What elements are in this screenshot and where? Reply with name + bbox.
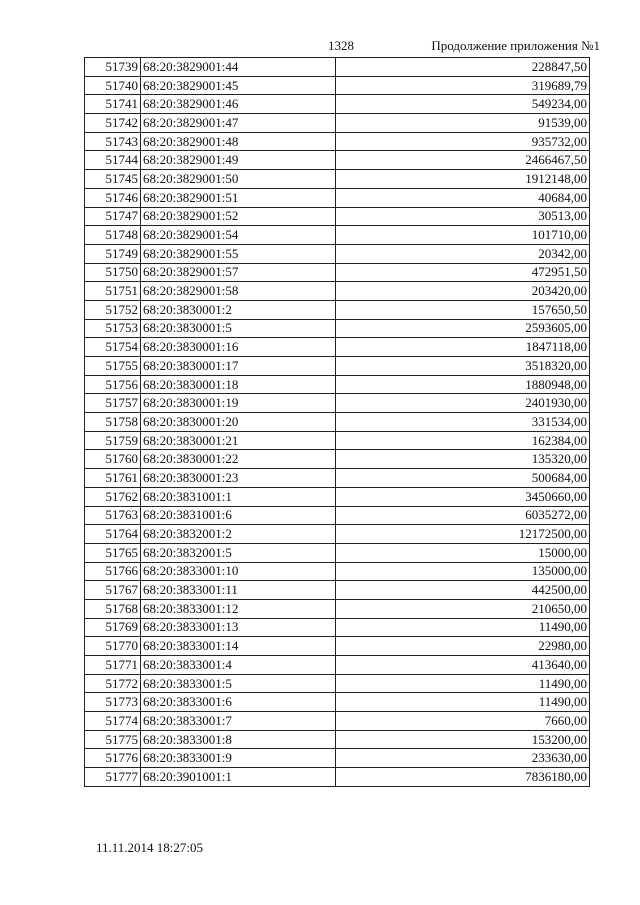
value-cell: 91539,00 [336, 114, 590, 133]
table-row [85, 319, 590, 338]
table-row [85, 338, 590, 357]
cadastral-number-cell: 68:20:3830001:17 [141, 357, 336, 376]
page-title: Продолжение приложения №1 [431, 38, 600, 53]
table-row [85, 768, 590, 787]
table-row [85, 132, 590, 151]
table-row [85, 450, 590, 469]
row-number-cell: 51751 [85, 282, 141, 301]
cadastral-number-cell: 68:20:3830001:16 [141, 338, 336, 357]
row-number-cell: 51744 [85, 151, 141, 170]
row-number-cell: 51762 [85, 487, 141, 506]
value-cell: 331534,00 [336, 413, 590, 432]
cadastral-number-cell: 68:20:3833001:6 [141, 693, 336, 712]
table-row [85, 300, 590, 319]
value-cell: 11490,00 [336, 693, 590, 712]
row-number-cell: 51773 [85, 693, 141, 712]
table-row [85, 76, 590, 95]
table-row [85, 693, 590, 712]
cadastral-number-cell: 68:20:3830001:21 [141, 431, 336, 450]
cadastral-number-cell: 68:20:3901001:1 [141, 768, 336, 787]
row-number-cell: 51740 [85, 76, 141, 95]
table-row [85, 506, 590, 525]
row-number-cell: 51764 [85, 525, 141, 544]
table-row [85, 207, 590, 226]
table-row [85, 581, 590, 600]
row-number-cell: 51743 [85, 132, 141, 151]
table-row [85, 656, 590, 675]
cadastral-number-cell: 68:20:3833001:13 [141, 618, 336, 637]
cadastral-number-cell: 68:20:3832001:2 [141, 525, 336, 544]
row-number-cell: 51741 [85, 95, 141, 114]
row-number-cell: 51742 [85, 114, 141, 133]
value-cell: 2401930,00 [336, 394, 590, 413]
value-cell: 500684,00 [336, 469, 590, 488]
value-cell: 203420,00 [336, 282, 590, 301]
row-number-cell: 51756 [85, 375, 141, 394]
cadastral-number-cell: 68:20:3830001:22 [141, 450, 336, 469]
cadastral-number-cell: 68:20:3833001:5 [141, 674, 336, 693]
page-number: 1328 [328, 38, 354, 53]
value-cell: 22980,00 [336, 637, 590, 656]
row-number-cell: 51776 [85, 749, 141, 768]
table-row [85, 749, 590, 768]
row-number-cell: 51759 [85, 431, 141, 450]
table-row [85, 394, 590, 413]
cadastral-number-cell: 68:20:3829001:50 [141, 170, 336, 189]
cadastral-number-cell: 68:20:3830001:23 [141, 469, 336, 488]
value-cell: 7660,00 [336, 712, 590, 731]
row-number-cell: 51760 [85, 450, 141, 469]
table-row [85, 95, 590, 114]
table-row [85, 244, 590, 263]
table-row [85, 263, 590, 282]
value-cell: 1847118,00 [336, 338, 590, 357]
value-cell: 20342,00 [336, 244, 590, 263]
table-row [85, 226, 590, 245]
row-number-cell: 51765 [85, 543, 141, 562]
value-cell: 12172500,00 [336, 525, 590, 544]
table-row [85, 618, 590, 637]
row-number-cell: 51763 [85, 506, 141, 525]
row-number-cell: 51753 [85, 319, 141, 338]
registry-table [84, 57, 590, 787]
value-cell: 162384,00 [336, 431, 590, 450]
value-cell: 40684,00 [336, 188, 590, 207]
cadastral-number-cell: 68:20:3830001:18 [141, 375, 336, 394]
row-number-cell: 51758 [85, 413, 141, 432]
cadastral-number-cell: 68:20:3829001:45 [141, 76, 336, 95]
table-row [85, 413, 590, 432]
value-cell: 1880948,00 [336, 375, 590, 394]
table-row [85, 151, 590, 170]
table-row [85, 114, 590, 133]
cadastral-number-cell: 68:20:3833001:10 [141, 562, 336, 581]
value-cell: 157650,50 [336, 300, 590, 319]
table-row [85, 599, 590, 618]
value-cell: 935732,00 [336, 132, 590, 151]
cadastral-number-cell: 68:20:3830001:20 [141, 413, 336, 432]
value-cell: 210650,00 [336, 599, 590, 618]
table-row [85, 188, 590, 207]
table-row [85, 431, 590, 450]
table-row [85, 357, 590, 376]
value-cell: 472951,50 [336, 263, 590, 282]
value-cell: 153200,00 [336, 730, 590, 749]
value-cell: 7836180,00 [336, 768, 590, 787]
registry-table-body [85, 58, 590, 787]
row-number-cell: 51761 [85, 469, 141, 488]
value-cell: 413640,00 [336, 656, 590, 675]
cadastral-number-cell: 68:20:3829001:48 [141, 132, 336, 151]
table-row [85, 525, 590, 544]
table-row [85, 730, 590, 749]
cadastral-number-cell: 68:20:3830001:5 [141, 319, 336, 338]
cadastral-number-cell: 68:20:3831001:1 [141, 487, 336, 506]
cadastral-number-cell: 68:20:3829001:55 [141, 244, 336, 263]
cadastral-number-cell: 68:20:3833001:14 [141, 637, 336, 656]
row-number-cell: 51752 [85, 300, 141, 319]
row-number-cell: 51757 [85, 394, 141, 413]
table-row [85, 637, 590, 656]
cadastral-number-cell: 68:20:3833001:9 [141, 749, 336, 768]
row-number-cell: 51746 [85, 188, 141, 207]
row-number-cell: 51774 [85, 712, 141, 731]
value-cell: 30513,00 [336, 207, 590, 226]
row-number-cell: 51745 [85, 170, 141, 189]
value-cell: 15000,00 [336, 543, 590, 562]
footer-timestamp: 11.11.2014 18:27:05 [96, 840, 204, 855]
row-number-cell: 51739 [85, 58, 141, 77]
row-number-cell: 51755 [85, 357, 141, 376]
table-row [85, 562, 590, 581]
table-row [85, 674, 590, 693]
cadastral-number-cell: 68:20:3829001:51 [141, 188, 336, 207]
cadastral-number-cell: 68:20:3831001:6 [141, 506, 336, 525]
cadastral-number-cell: 68:20:3833001:12 [141, 599, 336, 618]
table-row [85, 375, 590, 394]
cadastral-number-cell: 68:20:3830001:2 [141, 300, 336, 319]
cadastral-number-cell: 68:20:3829001:54 [141, 226, 336, 245]
cadastral-number-cell: 68:20:3833001:7 [141, 712, 336, 731]
table-row [85, 712, 590, 731]
cadastral-number-cell: 68:20:3829001:57 [141, 263, 336, 282]
value-cell: 6035272,00 [336, 506, 590, 525]
row-number-cell: 51750 [85, 263, 141, 282]
table-row [85, 487, 590, 506]
value-cell: 11490,00 [336, 618, 590, 637]
value-cell: 3450660,00 [336, 487, 590, 506]
value-cell: 2466467,50 [336, 151, 590, 170]
value-cell: 228847,50 [336, 58, 590, 77]
row-number-cell: 51769 [85, 618, 141, 637]
cadastral-number-cell: 68:20:3829001:52 [141, 207, 336, 226]
row-number-cell: 51749 [85, 244, 141, 263]
row-number-cell: 51754 [85, 338, 141, 357]
cadastral-number-cell: 68:20:3829001:44 [141, 58, 336, 77]
value-cell: 101710,00 [336, 226, 590, 245]
row-number-cell: 51767 [85, 581, 141, 600]
value-cell: 11490,00 [336, 674, 590, 693]
row-number-cell: 51747 [85, 207, 141, 226]
value-cell: 319689,79 [336, 76, 590, 95]
row-number-cell: 51748 [85, 226, 141, 245]
value-cell: 135320,00 [336, 450, 590, 469]
row-number-cell: 51770 [85, 637, 141, 656]
row-number-cell: 51772 [85, 674, 141, 693]
table-row [85, 58, 590, 77]
row-number-cell: 51777 [85, 768, 141, 787]
table-row [85, 170, 590, 189]
value-cell: 135000,00 [336, 562, 590, 581]
cadastral-number-cell: 68:20:3833001:8 [141, 730, 336, 749]
value-cell: 233630,00 [336, 749, 590, 768]
value-cell: 2593605,00 [336, 319, 590, 338]
value-cell: 1912148,00 [336, 170, 590, 189]
cadastral-number-cell: 68:20:3830001:19 [141, 394, 336, 413]
cadastral-number-cell: 68:20:3829001:46 [141, 95, 336, 114]
value-cell: 3518320,00 [336, 357, 590, 376]
value-cell: 442500,00 [336, 581, 590, 600]
table-row [85, 543, 590, 562]
row-number-cell: 51768 [85, 599, 141, 618]
cadastral-number-cell: 68:20:3829001:58 [141, 282, 336, 301]
row-number-cell: 51766 [85, 562, 141, 581]
table-row [85, 282, 590, 301]
cadastral-number-cell: 68:20:3833001:4 [141, 656, 336, 675]
table-row [85, 469, 590, 488]
row-number-cell: 51771 [85, 656, 141, 675]
cadastral-number-cell: 68:20:3829001:47 [141, 114, 336, 133]
row-number-cell: 51775 [85, 730, 141, 749]
value-cell: 549234,00 [336, 95, 590, 114]
cadastral-number-cell: 68:20:3832001:5 [141, 543, 336, 562]
cadastral-number-cell: 68:20:3829001:49 [141, 151, 336, 170]
cadastral-number-cell: 68:20:3833001:11 [141, 581, 336, 600]
